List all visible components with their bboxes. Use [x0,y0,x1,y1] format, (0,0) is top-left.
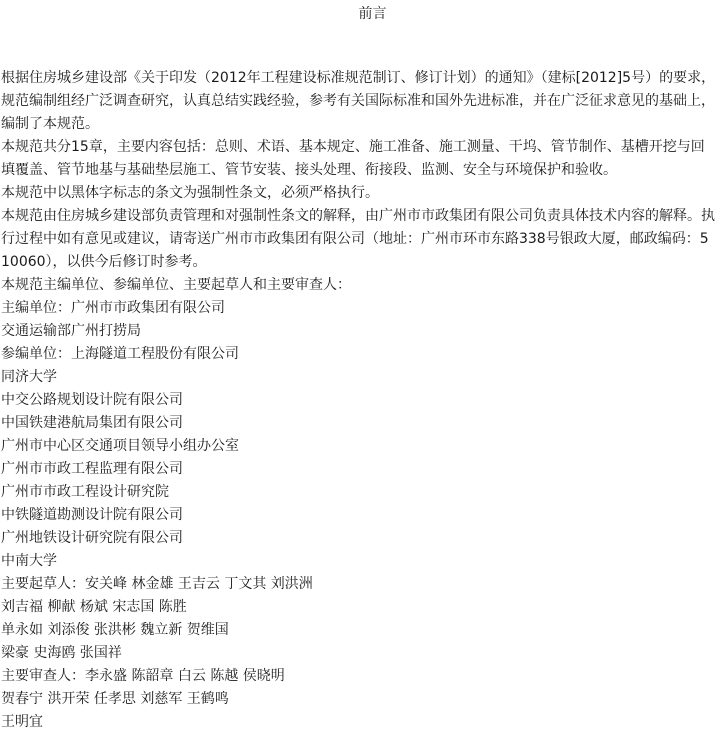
paragraph-management: 本规范由住房城乡建设部负责管理和对强制性条文的解释，由广州市市政集团有限公司负责具体技术内容的解释。执行过程中如有意见或建议，请寄送广州市市政集团有限公司（地址：广州市环市东路338号银政大厦，邮政编码：510060），以供今后修订时参考。 [1,208,715,270]
line-participating-unit-9: 广州地铁设计研究院有限公司 [1,530,183,546]
line-reviewers: 主要审查人：李永盛 陈韶章 白云 陈越 侯晓明 [1,668,285,684]
line-participating-unit-4: 中国铁建港航局集团有限公司 [1,415,183,431]
document-title: 前言 [358,6,387,22]
line-participating-unit-6: 广州市市政工程监理有限公司 [1,461,183,477]
line-drafters-4: 梁豪 史海鸥 张国祥 [1,645,122,661]
line-chief-unit-2: 交通运输部广州打捞局 [1,323,141,339]
line-participating-unit-10: 中南大学 [1,553,57,569]
line-drafters-2: 刘吉福 柳献 杨斌 宋志国 陈胜 [1,599,187,615]
line-participating-unit-7: 广州市市政工程设计研究院 [1,484,169,500]
line-participating-unit-5: 广州市中心区交通项目领导小组办公室 [1,438,239,454]
line-participating-unit-3: 中交公路规划设计院有限公司 [1,392,183,408]
paragraph-basis: 根据住房城乡建设部《关于印发（2012年工程建设标准规范制订、修订计划）的通知》（建标[2012]5号）的要求，规范编制组经广泛调查研究，认真总结实践经验，参考有关国际标准和国外先进标准，并在广泛征求意见的基础上，编制了本规范。 [1,70,716,132]
line-participating-unit-2: 同济大学 [1,369,57,385]
line-participating-unit-8: 中铁隧道勘测设计院有限公司 [1,507,183,523]
line-drafters: 主要起草人：安关峰 林金雄 王吉云 丁文其 刘洪洲 [1,576,313,592]
line-reviewers-3: 王明宜 [1,714,43,730]
line-drafters-3: 单永如 刘添俊 张洪彬 魏立新 贺维国 [1,622,229,638]
line-chief-unit: 主编单位：广州市市政集团有限公司 [1,300,225,316]
line-reviewers-2: 贺春宁 洪开荣 任孝思 刘慈军 王鹤鸣 [1,691,229,707]
paragraph-mandatory: 本规范中以黑体字标志的条文为强制性条文，必须严格执行。 [1,185,379,201]
line-participating-unit: 参编单位：上海隧道工程股份有限公司 [1,346,239,362]
document-body [1,67,717,734]
line-intro: 本规范主编单位、参编单位、主要起草人和主要审查人： [1,277,351,293]
paragraph-contents: 本规范共分15章，主要内容包括：总则、术语、基本规定、施工准备、施工测量、干坞、管节制作、基槽开挖与回填覆盖、管节地基与基础垫层施工、管节安装、接头处理、衔接段、监测、安全与环境保护和验收。 [1,139,705,178]
